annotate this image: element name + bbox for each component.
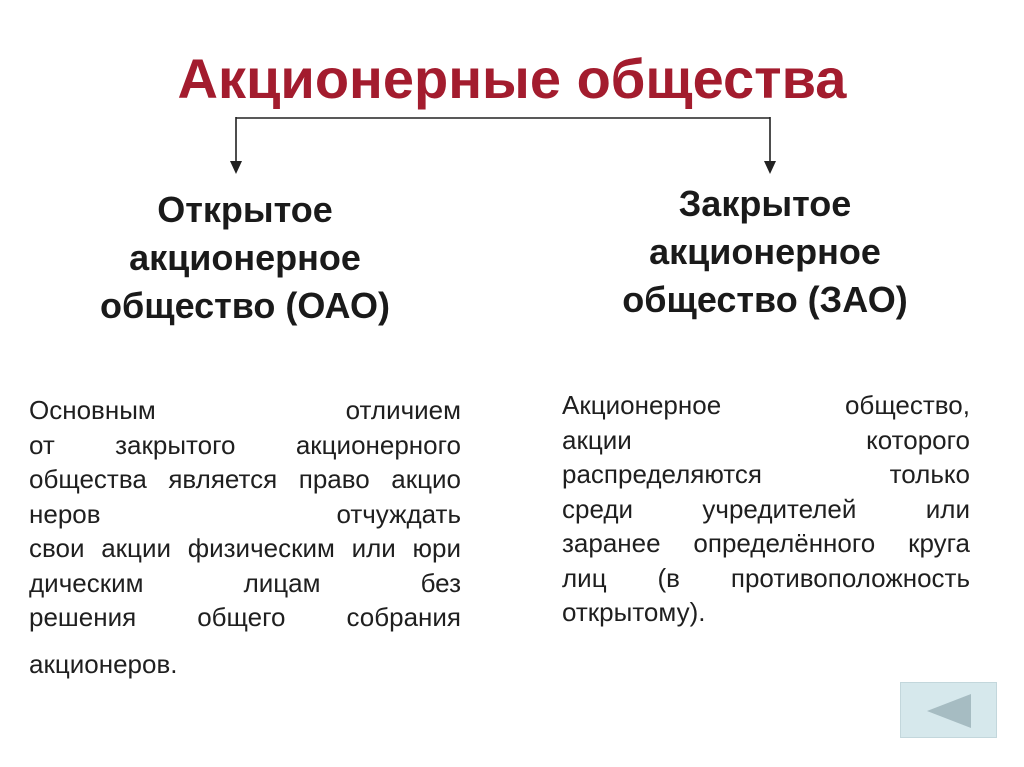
open-jsc-description: [29, 393, 461, 681]
heading-line: акционерное: [649, 231, 881, 272]
heading-line: общество (ЗАО): [622, 279, 908, 320]
description-line: общества является право акцио: [29, 464, 461, 494]
arrow-down-right-icon: [764, 161, 776, 174]
heading-line: общество (ОАО): [99, 285, 391, 326]
description-line: среди учредителей или: [562, 493, 970, 524]
slide-title: Акционерные общества: [177, 47, 847, 110]
heading-open-jsc: [60, 186, 430, 330]
heading-line: Открытое: [157, 189, 333, 230]
description-line: Основным отличием: [29, 395, 461, 425]
heading-line: акционерное: [129, 237, 361, 278]
description-line: заранее определённого круга: [562, 528, 970, 558]
description-line: акции которого: [562, 424, 970, 455]
description-line: свои акции физическим или юри: [29, 533, 461, 563]
description-line: Акционерное общество,: [562, 390, 970, 420]
description-line: распределяются только: [562, 459, 970, 489]
description-line: открытому).: [562, 597, 706, 627]
description-line: лиц (в противоположность: [562, 562, 970, 593]
description-line: от закрытого акционерного: [29, 429, 461, 460]
branch-connector: [0, 0, 1024, 180]
description-line: акционеров.: [29, 648, 178, 679]
description-line: неров отчуждать: [29, 498, 461, 529]
heading-closed-jsc: [590, 180, 940, 324]
description-line: решения общего собрания: [29, 602, 461, 632]
closed-jsc-description: [562, 388, 970, 630]
back-button[interactable]: [900, 682, 997, 738]
heading-line: Закрытое: [678, 183, 852, 224]
arrow-down-left-icon: [230, 161, 242, 174]
triangle-left-icon: [901, 683, 998, 739]
description-line: дическим лицам без: [29, 567, 461, 598]
